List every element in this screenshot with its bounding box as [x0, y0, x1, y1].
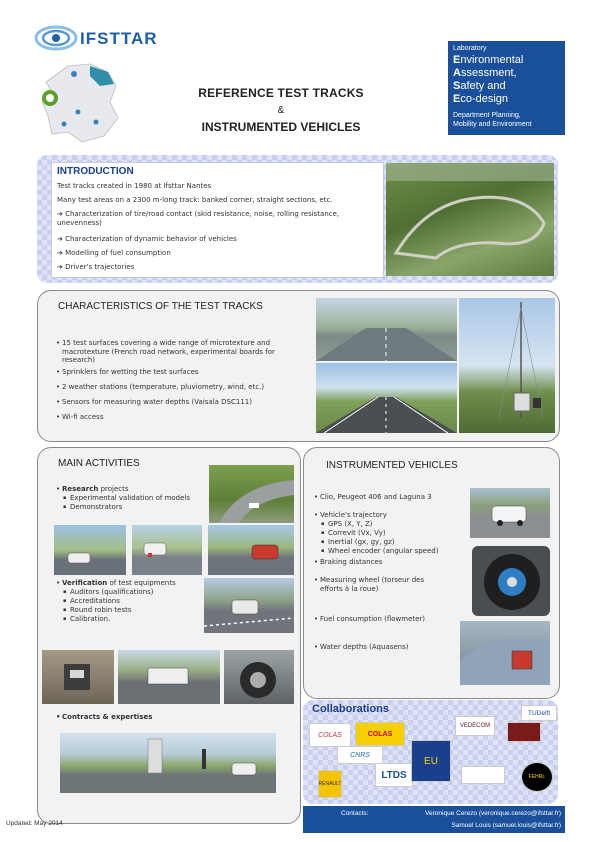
- characteristics-item: • Sprinklers for wetting the test surfaces: [62, 368, 307, 377]
- logo-swirl-icon: [34, 20, 78, 56]
- intro-line: ➔ Characterization of dynamic behavior of vehicles: [57, 235, 237, 243]
- contracts-item: • Contracts & expertises: [62, 713, 212, 722]
- main-activities-panel: [37, 447, 301, 824]
- instrumented-vehicles-heading: INSTRUMENTED VEHICLES: [326, 460, 458, 471]
- partner-logo-colas: COLAS: [355, 722, 405, 746]
- characteristics-item: • Wi-fi access: [62, 413, 307, 422]
- title-ampersand: &: [277, 105, 285, 116]
- intro-line: Test tracks created in 1980 at Ifsttar Nantes: [57, 182, 212, 190]
- partner-logo-other: [461, 766, 505, 784]
- research-photo-car2: [132, 525, 202, 575]
- contacts-label: Contacts:: [341, 810, 369, 817]
- lab-name: Environmental Assessment, Safety and Eco-design: [453, 54, 524, 105]
- introduction-panel: [37, 155, 558, 283]
- collaborations-heading: Collaborations: [312, 703, 390, 715]
- verification-photo-device2: [118, 650, 220, 704]
- verification-sub-item: ▪ Round robin tests: [70, 606, 200, 615]
- characteristics-item: • Sensors for measuring water depths (Vaisala DSC111): [62, 398, 307, 407]
- characteristics-item: • 15 test surfaces covering a wide range of microtexture and macrotexture (French road network, experimental boards for research): [62, 339, 307, 365]
- verification-photo-device1: [42, 650, 114, 704]
- introduction-text-box: [51, 162, 384, 278]
- partner-logo-fehrl: FEHRL: [521, 762, 553, 792]
- intro-line: ➔ Modelling of fuel consumption: [57, 249, 171, 257]
- contact-email[interactable]: Samuel Louis (samuel.louis@ifsttar.fr): [451, 822, 561, 829]
- characteristics-panel: [37, 290, 560, 442]
- vehicles-item: • Braking distances: [320, 558, 470, 567]
- updated-date: Updated: May 2014: [6, 820, 63, 827]
- research-item: • Research projects: [62, 485, 212, 494]
- verification-sub-item: ▪ Auditors (qualifications): [70, 588, 200, 597]
- track-photo-wet: [316, 298, 457, 361]
- intro-line: ➔ Driver's trajectories: [57, 263, 135, 271]
- aerial-track-photo: [386, 163, 554, 276]
- logo-text: IFSTTAR: [80, 29, 158, 48]
- verification-photo-wheel: [224, 650, 294, 704]
- partner-logo-red: [507, 722, 541, 742]
- research-photo-car1: [54, 525, 126, 575]
- track-photo-straight: [316, 363, 457, 433]
- vehicles-sub-item: ▪ GPS (X, Y, Z): [328, 520, 478, 529]
- vehicle-photo-measuring-wheel: [472, 546, 550, 616]
- france-map: [38, 62, 124, 146]
- poster-title: [150, 86, 412, 134]
- contracts-photo: [60, 733, 276, 793]
- partner-logo-renault: RENAULT: [318, 770, 342, 798]
- verification-photo-car: [204, 578, 294, 633]
- characteristics-item: • 2 weather stations (temperature, pluviometry, wind, etc.): [62, 383, 307, 392]
- verification-item: • Verification of test equipments: [62, 579, 212, 588]
- vehicles-sub-item: ▪ Wheel encoder (angular speed): [328, 547, 488, 556]
- research-sub-item: ▪ Demonstrators: [70, 503, 220, 512]
- partner-logo: COLAS: [309, 723, 351, 747]
- title-line-1: REFERENCE TEST TRACKS: [198, 86, 364, 100]
- vehicles-item: • Vehicle's trajectory: [320, 511, 470, 520]
- partner-logo-vedecom: VEDECOM: [455, 716, 495, 736]
- lab-label: Laboratory: [453, 45, 487, 52]
- partner-logo-ltds: LTDS: [375, 763, 413, 787]
- contact-email[interactable]: Veronique Cerezo (veronique.cerezo@ifsttar.fr): [425, 810, 561, 817]
- vehicles-item: • Water depths (Aquasens): [320, 643, 470, 652]
- laboratory-box: [448, 41, 565, 135]
- vehicle-photo-car: [470, 488, 550, 538]
- introduction-heading: INTRODUCTION: [57, 166, 134, 177]
- intro-line: ➔ Characterization of tire/road contact (skid resistance, noise, rolling resistance, unevenness): [57, 210, 340, 227]
- collaborations-panel: [303, 700, 558, 804]
- title-line-2: INSTRUMENTED VEHICLES: [201, 120, 361, 134]
- research-photo-car3: [208, 525, 294, 575]
- vehicles-item: • Fuel consumption (flowmeter): [320, 615, 470, 624]
- intro-line: Many test areas on a 2300 m-long track: banked corner, straight sections, etc.: [57, 196, 333, 204]
- lab-department: Department Planning, Mobility and Environment: [453, 112, 532, 128]
- vehicles-item: • Clio, Peugeot 406 and Laguna 3: [320, 493, 470, 502]
- characteristics-heading: CHARACTERISTICS OF THE TEST TRACKS: [58, 301, 263, 312]
- weather-station-photo: [459, 298, 555, 433]
- research-photo-track: [209, 465, 294, 523]
- vehicles-sub-item: ▪ Inertial (gx, gy, gz): [328, 538, 478, 547]
- research-sub-item: ▪ Experimental validation of models: [70, 494, 220, 503]
- verification-sub-item: ▪ Calibration.: [70, 615, 200, 624]
- contacts-bar: [303, 806, 565, 833]
- main-activities-heading: MAIN ACTIVITIES: [58, 458, 140, 469]
- partner-logo-tudelft: TUDelft: [521, 705, 557, 721]
- ifsttar-logo: [34, 20, 184, 60]
- verification-sub-item: ▪ Accreditations: [70, 597, 200, 606]
- partner-logo-eu: EU: [411, 740, 451, 782]
- partner-logo-cnrs: CNRS: [337, 746, 383, 764]
- instrumented-vehicles-panel: [303, 447, 560, 699]
- vehicles-item: • Measuring wheel (torseur des efforts à la roue): [320, 576, 448, 593]
- vehicles-sub-item: ▪ Correvit (Vx, Vy): [328, 529, 478, 538]
- vehicle-photo-water-sensor: [460, 621, 550, 685]
